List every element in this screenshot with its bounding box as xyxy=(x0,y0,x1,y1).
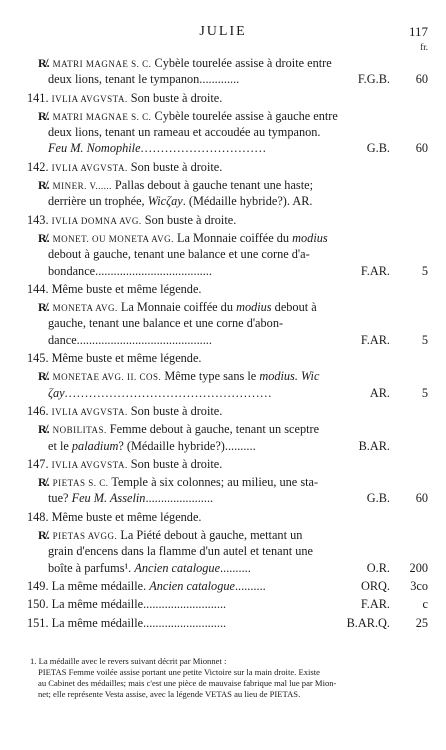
entry-text xyxy=(38,421,378,438)
description: debout à gauche, tenant une balance et une corne d'a- xyxy=(48,247,310,262)
entry-text xyxy=(27,281,367,297)
entry-line xyxy=(0,490,446,506)
description: Femme debout à gauche, tenant un sceptre xyxy=(106,422,320,437)
metal-size: AR. xyxy=(369,385,390,400)
description: Même buste et même légende. xyxy=(51,351,202,366)
description: Son buste à droite. xyxy=(127,403,223,418)
entry-text xyxy=(38,527,378,544)
page-number: 117 xyxy=(408,24,428,39)
entry-line xyxy=(0,299,446,315)
italic-text: modius xyxy=(292,230,328,245)
revers-entry xyxy=(0,527,446,576)
coin-entry xyxy=(0,159,446,175)
entry-line xyxy=(0,438,446,454)
entry-prefix: 148. xyxy=(27,509,52,524)
description-tail: debout à xyxy=(271,300,317,315)
description: Même buste et même légende. xyxy=(51,509,202,524)
entry-prefix: R̸. xyxy=(38,528,53,543)
entry-line xyxy=(0,193,446,209)
italic-text: Feu M. Nomophile xyxy=(48,141,141,156)
description: deux lions, tenant un rameau et accoudée au tympanon. xyxy=(48,125,321,140)
metal-size: ORQ. xyxy=(360,578,390,593)
description: Son buste à droite. xyxy=(127,159,223,174)
entry-line xyxy=(0,560,446,576)
coin-entry xyxy=(0,509,446,525)
running-title: JULIE xyxy=(199,24,247,39)
entry-text xyxy=(48,246,388,262)
description: La Monnaie coiffée du xyxy=(173,230,293,245)
description: Son buste à droite. xyxy=(141,212,237,227)
entry-line xyxy=(0,543,446,559)
entry-line xyxy=(0,350,446,366)
entry-line xyxy=(0,527,446,543)
price: 60 xyxy=(415,72,428,87)
entry-text xyxy=(38,230,378,247)
description: La même médaille. xyxy=(51,578,150,593)
coin-legend: IVLIA DOMNA AVG. xyxy=(51,215,142,226)
revers-entry xyxy=(0,230,446,279)
entry-prefix: 149. xyxy=(27,578,52,593)
metal-size: F.AR. xyxy=(360,332,390,347)
catalogue-entries xyxy=(0,55,446,631)
coin-legend: MONET. OU MONETA AVG. xyxy=(52,233,174,244)
entry-text xyxy=(27,403,367,420)
entry-prefix: R̸. xyxy=(38,56,53,70)
entry-text xyxy=(38,474,378,491)
entry-prefix: 150. xyxy=(27,597,52,612)
metal-size: F.G.B. xyxy=(357,72,390,87)
price: 25 xyxy=(415,615,428,630)
footnote-line xyxy=(0,656,446,667)
entry-text xyxy=(38,368,378,385)
entry-line xyxy=(0,263,446,279)
entry-line xyxy=(0,177,446,193)
description: gauche, tenant une balance et une corne d'abon- xyxy=(48,316,284,331)
entry-prefix: 142. xyxy=(27,159,52,174)
revers-entry xyxy=(0,299,446,348)
entry-prefix: R̸. xyxy=(38,422,53,437)
description: Temple à six colonnes; au milieu, une sta- xyxy=(108,475,319,490)
description-tail: ? (Médaille hybride?).......... xyxy=(118,438,256,453)
price: c xyxy=(422,597,428,612)
entry-line xyxy=(0,140,446,156)
description-tail: . (Médaille hybride?). AR. xyxy=(182,194,313,209)
description: bondance...................................... xyxy=(48,263,212,278)
coin-entry xyxy=(0,403,446,419)
coin-legend: MATRI MAGNAE S. C. xyxy=(52,59,152,69)
price: 5 xyxy=(421,332,428,347)
entry-line xyxy=(0,456,446,472)
entry-line xyxy=(0,90,446,106)
entry-text xyxy=(48,193,388,209)
entry-line xyxy=(0,421,446,437)
coin-legend: PIETAS S. C. xyxy=(52,478,109,489)
price: 5 xyxy=(421,263,428,278)
footnotes xyxy=(0,656,446,700)
description: Pallas debout à gauche tenant une haste; xyxy=(111,178,313,193)
description: ................................................... xyxy=(64,385,273,400)
footnote-line xyxy=(0,678,446,689)
entry-line xyxy=(0,385,446,401)
coin-legend: MINER. V...... xyxy=(52,181,112,192)
entry-prefix: 141. xyxy=(27,90,52,105)
entry-line xyxy=(0,315,446,331)
entry-text xyxy=(38,108,378,125)
entry-text xyxy=(27,615,367,631)
description: Cybèle tourelée assise à droite entre xyxy=(151,56,332,70)
entry-line xyxy=(0,55,446,71)
coin-entry xyxy=(0,615,446,631)
description: Même buste et même légende. xyxy=(51,281,202,296)
entry-prefix: 145. xyxy=(27,351,52,366)
metal-size: G.B. xyxy=(366,491,390,506)
description: La Piété debout à gauche, mettant un xyxy=(117,528,303,543)
entry-text xyxy=(27,212,367,229)
coin-legend: MONETAE AVG. II. COS. xyxy=(52,372,162,383)
coin-legend: PIETAS AVGG. xyxy=(52,531,118,542)
entry-text xyxy=(38,177,378,194)
description: tue? xyxy=(48,491,72,506)
entry-line xyxy=(0,474,446,490)
price: 60 xyxy=(415,491,428,506)
entry-line xyxy=(0,108,446,124)
entry-line xyxy=(0,578,446,594)
price: 5 xyxy=(421,385,428,400)
entry-prefix: R̸. xyxy=(38,475,53,490)
entry-line xyxy=(0,368,446,384)
metal-size: F.AR. xyxy=(360,597,390,612)
entry-line xyxy=(0,124,446,140)
footnote-text: PIETAS Femme voilée assise portant une petite Victoire sur la main droite. Existe xyxy=(38,667,320,677)
description: grain d'encens dans la flamme d'un autel et tenant une xyxy=(48,544,313,559)
entry-prefix: 151. xyxy=(27,615,52,630)
italic-text: Ancien catalogue xyxy=(134,560,221,575)
revers-entry xyxy=(0,177,446,210)
entry-prefix: R̸. xyxy=(38,178,53,193)
italic-text: Ancien catalogue xyxy=(149,578,235,593)
footnote-line xyxy=(0,667,446,678)
price: 3co xyxy=(410,578,428,593)
coin-legend: NOBILITAS. xyxy=(52,425,107,436)
coin-legend: MONETA AVG. xyxy=(52,303,118,314)
entry-prefix: R̸. xyxy=(38,300,53,315)
description: et le xyxy=(48,438,72,453)
revers-entry xyxy=(0,368,446,401)
coin-entry xyxy=(0,90,446,106)
coin-entry xyxy=(0,596,446,612)
footnote-text: au Cabinet des médailles; mais c'est une pièce de mauvaise fabrique mal lue par Mion- xyxy=(38,678,337,688)
entry-text xyxy=(48,543,388,559)
entry-prefix: 144. xyxy=(27,281,52,296)
coin-legend: IVLIA AVGVSTA. xyxy=(51,406,128,417)
page-header xyxy=(0,20,446,52)
description: La Monnaie coiffée du xyxy=(117,300,237,315)
revers-entry xyxy=(0,421,446,454)
metal-size: B.AR. xyxy=(358,438,390,453)
metal-size: B.AR.Q. xyxy=(346,615,390,630)
entry-line xyxy=(0,212,446,228)
description: deux lions, tenant le tympanon............. xyxy=(48,72,240,87)
entry-prefix: R̸. xyxy=(38,369,53,384)
description: ............................... xyxy=(140,141,267,156)
description: Cybèle tourelée assise à gauche entre xyxy=(151,108,338,123)
entry-line xyxy=(0,159,446,175)
coin-entry xyxy=(0,350,446,366)
italic-text: Wicζay xyxy=(147,194,183,209)
coin-entry xyxy=(0,281,446,297)
revers-entry xyxy=(0,55,446,88)
coin-legend: IVLIA AVGVSTA. xyxy=(51,93,128,104)
entry-text xyxy=(27,350,367,366)
entry-prefix: R̸. xyxy=(38,108,53,123)
entry-text xyxy=(27,90,367,107)
entry-text xyxy=(27,578,367,594)
coin-legend: MATRI MAGNAE S. C. xyxy=(52,111,152,122)
metal-size: G.B. xyxy=(366,141,390,156)
italic-text: paladium xyxy=(71,438,119,453)
coin-legend: IVLIA AVGVSTA. xyxy=(51,162,128,173)
description: derrière un trophée, xyxy=(48,194,148,209)
footnote-text: net; elle représente Vesta assise, avec la légende VETAS au lieu de PIETAS. xyxy=(38,689,301,699)
entry-text xyxy=(48,124,388,140)
entry-line xyxy=(0,246,446,262)
description: dance............................................ xyxy=(48,332,212,347)
coin-entry xyxy=(0,212,446,228)
footnote-line xyxy=(0,689,446,700)
price: 200 xyxy=(409,560,428,575)
entry-text xyxy=(27,596,367,612)
description: boîte à parfums¹. xyxy=(48,560,135,575)
entry-line xyxy=(0,596,446,612)
description: Même type sans le xyxy=(161,369,260,384)
entry-prefix: 143. xyxy=(27,212,52,227)
italic-text: Feu M. Asselin xyxy=(71,491,146,506)
entry-prefix: R̸. xyxy=(38,230,53,245)
entry-prefix: 147. xyxy=(27,456,52,471)
entry-text xyxy=(48,315,388,331)
coin-entry xyxy=(0,456,446,472)
entry-line xyxy=(0,332,446,348)
metal-size: F.AR. xyxy=(360,263,390,278)
footnote-text: 1. La médaille avec le revers suivant décrit par Mionnet : xyxy=(30,656,227,666)
entry-text xyxy=(27,456,367,473)
description: La même médaille........................... xyxy=(51,615,227,630)
entry-line xyxy=(0,71,446,87)
italic-text: ζay xyxy=(48,385,65,400)
entry-text xyxy=(38,55,378,72)
italic-text: modius. Wic xyxy=(259,369,320,384)
revers-entry xyxy=(0,474,446,507)
coin-entry xyxy=(0,578,446,594)
price: 60 xyxy=(415,141,428,156)
description: Son buste à droite. xyxy=(127,456,223,471)
description-tail: .......... xyxy=(234,578,266,593)
italic-text: modius xyxy=(236,300,272,315)
entry-text xyxy=(38,299,378,316)
entry-line xyxy=(0,615,446,631)
description-tail: .......... xyxy=(220,560,251,575)
price-column-unit: fr. xyxy=(420,42,428,52)
entry-line xyxy=(0,509,446,525)
coin-legend: IVLIA AVGVSTA. xyxy=(51,459,128,470)
revers-entry xyxy=(0,108,446,157)
description-tail: ...................... xyxy=(145,491,214,506)
entry-text xyxy=(27,159,367,176)
entry-line xyxy=(0,230,446,246)
entry-text xyxy=(27,509,367,525)
entry-line xyxy=(0,281,446,297)
entry-line xyxy=(0,403,446,419)
description: Son buste à droite. xyxy=(127,90,223,105)
description: La même médaille........................... xyxy=(51,597,227,612)
entry-prefix: 146. xyxy=(27,403,52,418)
metal-size: O.R. xyxy=(366,560,390,575)
